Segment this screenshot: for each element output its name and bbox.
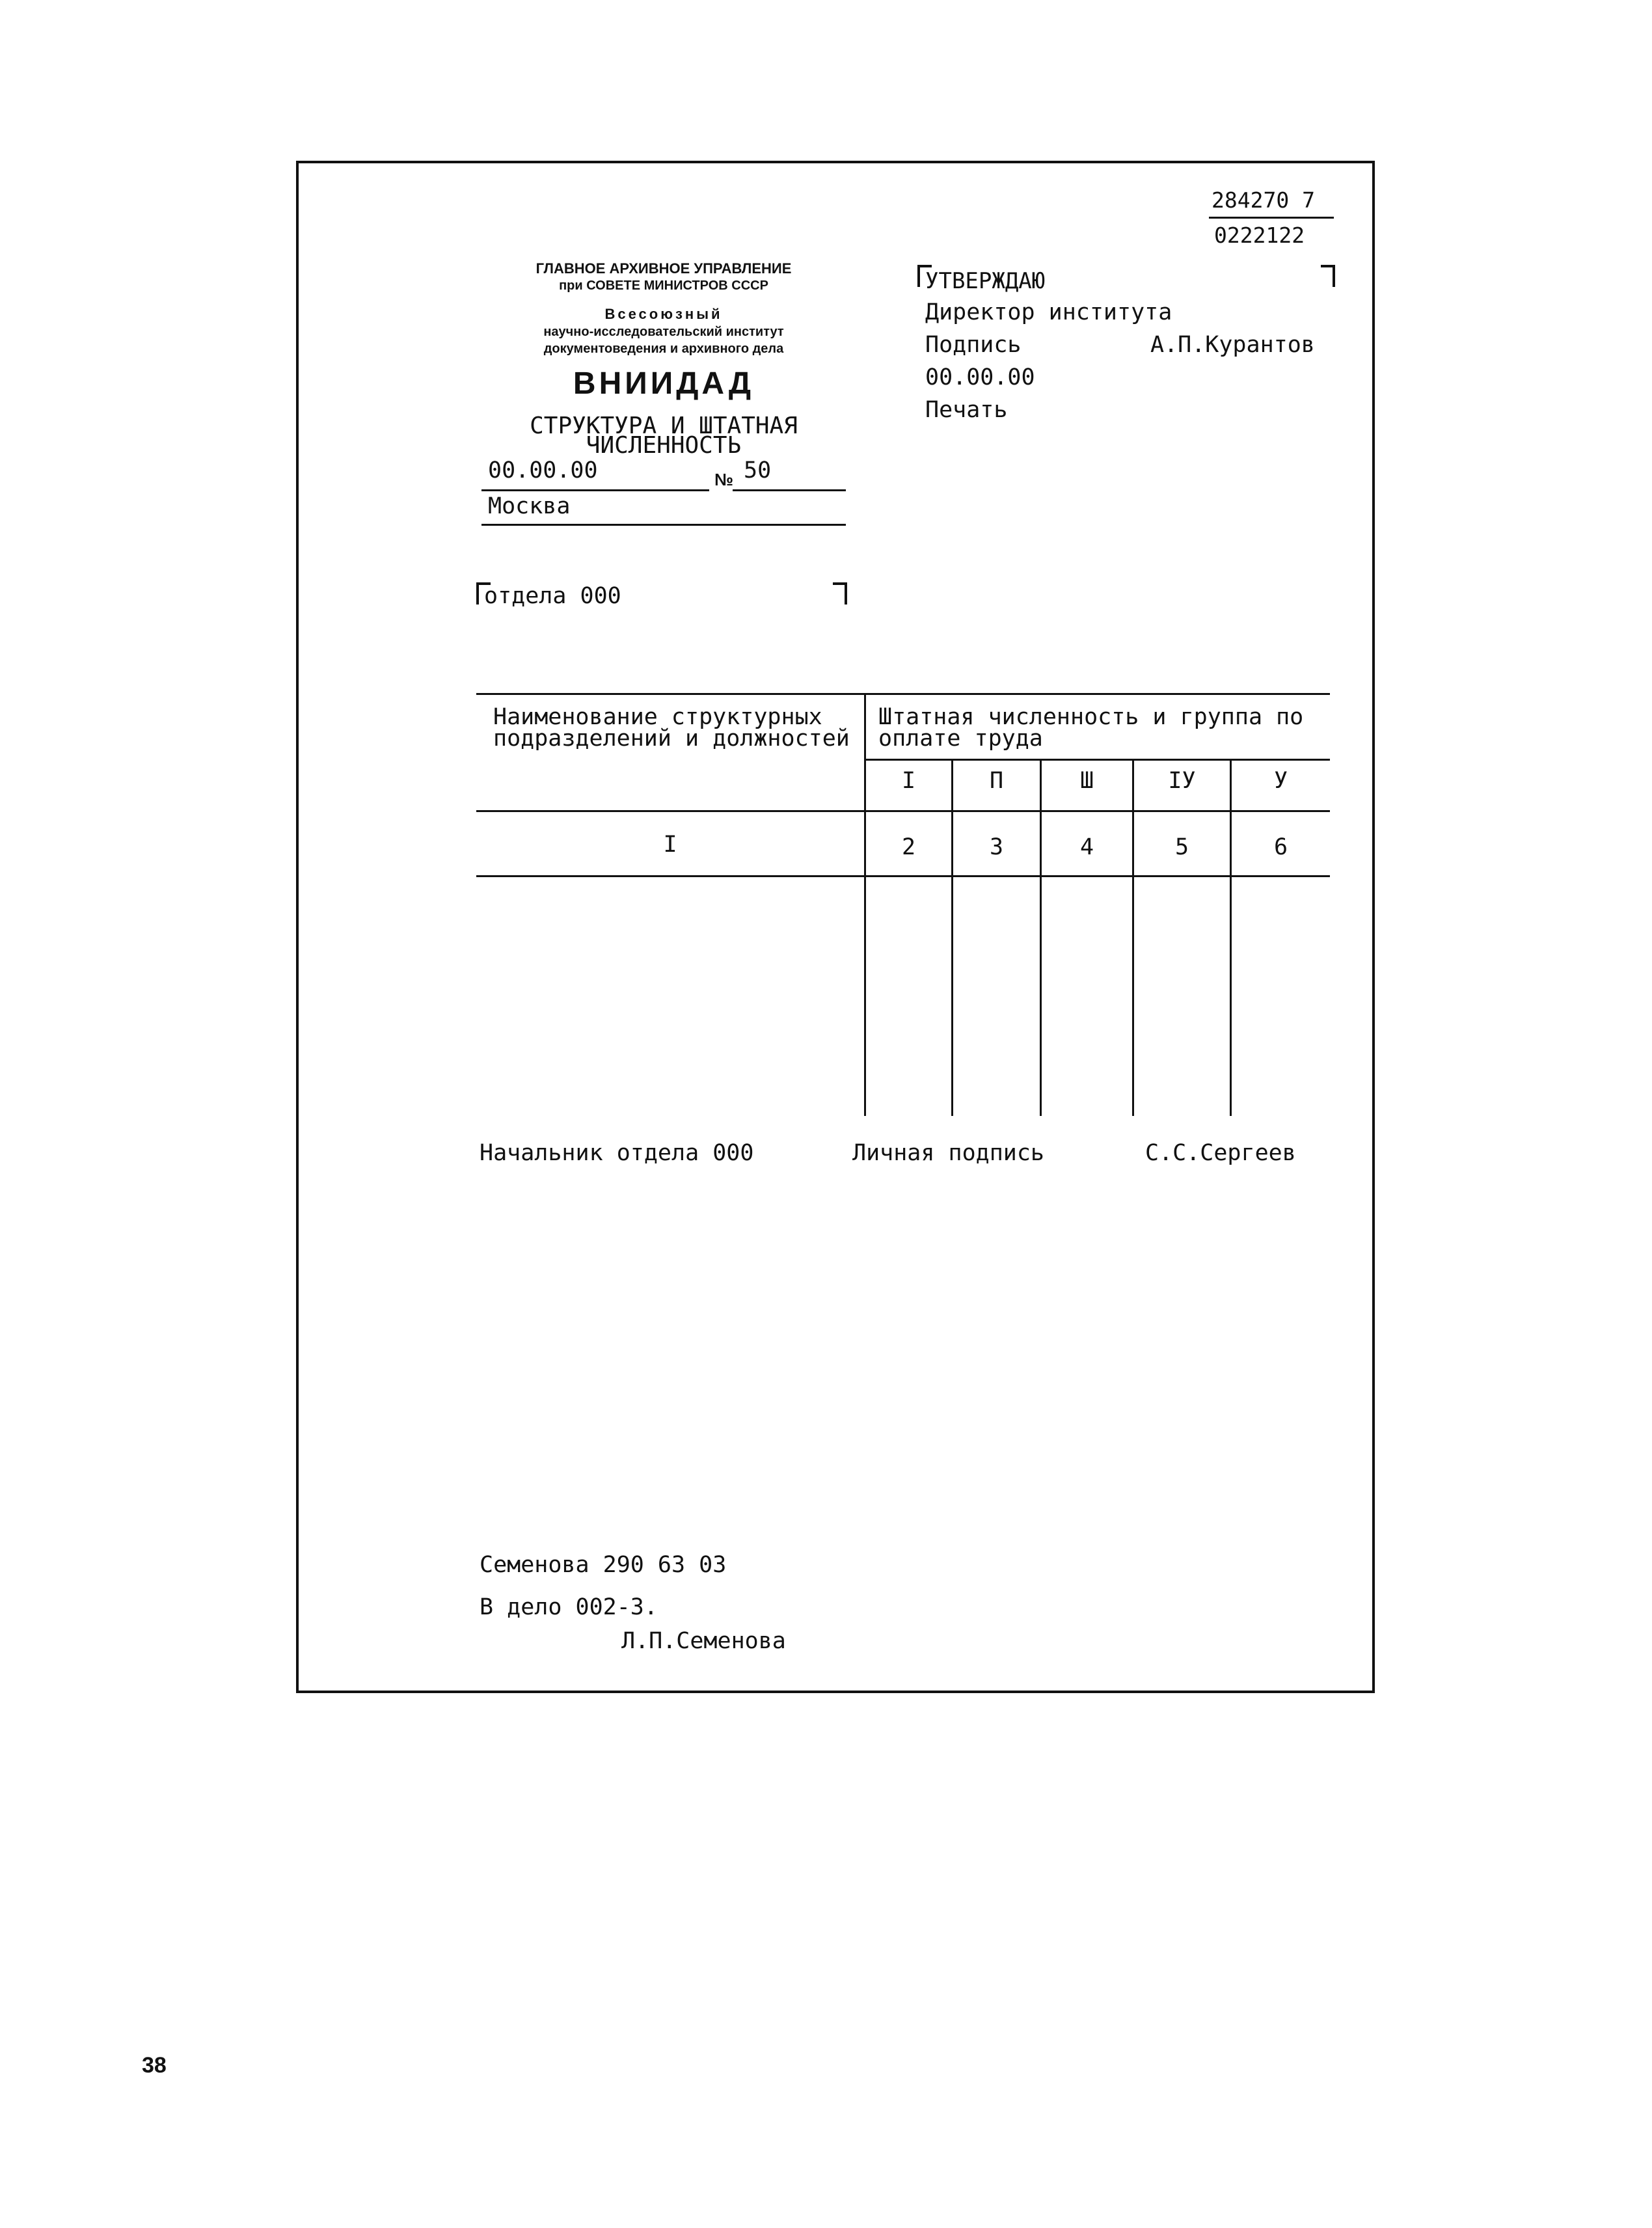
org-line-1: ГЛАВНОЕ АРХИВНОЕ УПРАВЛЕНИЕ [535,260,792,277]
table-subheader-line [865,759,1330,761]
doc-number: 50 [744,457,772,483]
filing-signatory: Л.П.Семенова [621,1628,786,1654]
subject-text: отдела 000 [484,583,621,609]
table-header-bottom-line [476,810,1330,812]
table-col-divider-4 [1132,759,1134,1116]
doc-city: Москва [488,493,571,519]
doc-date: 00.00.00 [488,457,598,483]
table-col-divider-3 [1040,759,1042,1116]
table-col-divider-2 [951,759,953,1116]
number-underline [733,489,846,491]
table-col2-header: Штатная численность и группа по оплате труда [878,704,1304,752]
table-col-divider-5 [1230,759,1232,1116]
group-header-2: П [989,768,1004,794]
approval-position: Директор института [925,299,1172,325]
group-header-4: IУ [1168,768,1196,794]
filing-note: В дело 002-3. [480,1594,658,1620]
signature-position: Начальник отдела 000 [480,1140,754,1166]
table-col-divider-1 [864,693,866,1116]
table-numbers-bottom-line [476,875,1330,877]
org-line-3: Всесоюзный [604,306,723,322]
col-number-5: 5 [1174,834,1189,860]
reg-number-top: 284270 7 [1212,187,1315,213]
col-number-4: 4 [1079,834,1094,860]
approval-corner-right [1321,265,1335,287]
approval-date: 00.00.00 [925,364,1035,390]
table-top-line [476,693,1330,695]
subject-corner-right [833,582,847,605]
number-sign: № [714,470,733,489]
executor: Семенова 290 63 03 [480,1552,727,1578]
approval-seal: Печать [925,397,1008,423]
signature-personal: Личная подпись [852,1140,1045,1166]
city-underline [481,524,846,526]
org-line-5: документоведения и архивного дела [543,342,784,356]
org-line-2: при СОВЕТЕ МИНИСТРОВ СССР [559,278,768,293]
page-number: 38 [142,2053,167,2078]
approval-signature-label: Подпись [925,332,1022,358]
signature-name: С.С.Сергеев [1145,1140,1296,1166]
group-header-5: У [1273,768,1288,794]
org-acronym: ВНИИДАД [573,366,755,401]
reg-number-bottom: 0222122 [1214,223,1305,248]
date-underline [481,489,709,491]
approval-heading: УТВЕРЖДАЮ [925,268,1046,294]
table-col1-header: Наименование структурных подразделений и должностей [493,704,850,752]
col-number-6: 6 [1273,834,1288,860]
approval-signatory: А.П.Курантов [1150,332,1315,358]
doc-type-line-2: ЧИСЛЕННОСТЬ [586,432,742,459]
doc-type-line-1: СТРУКТУРА И ШТАТНАЯ [530,413,798,439]
reg-number-divider [1209,217,1334,219]
col-number-3: 3 [989,834,1004,860]
group-header-1: I [901,768,916,794]
org-line-4: научно-исследовательский институт [543,325,784,339]
group-header-3: Ш [1079,768,1094,794]
col-number-2: 2 [901,834,916,860]
col-number-1: I [663,832,677,858]
